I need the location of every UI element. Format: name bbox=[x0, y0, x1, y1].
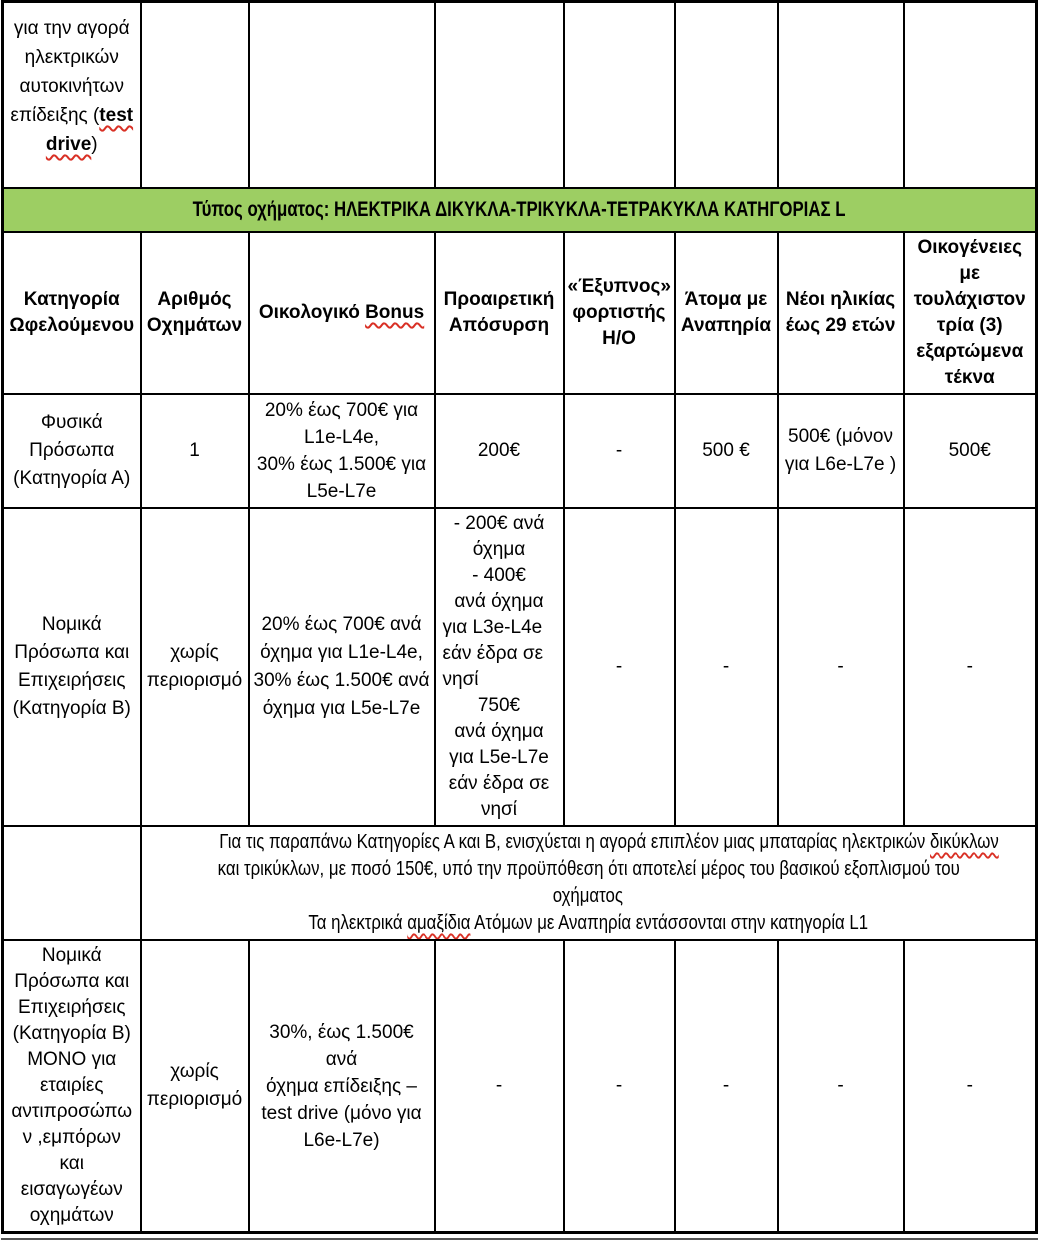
cell-c-charger: - bbox=[564, 940, 675, 1233]
cell-c-youth: - bbox=[778, 940, 904, 1233]
cell-c-disability: - bbox=[675, 940, 778, 1233]
table-row-category-a bbox=[3, 394, 1037, 508]
empty-cell bbox=[141, 2, 249, 189]
cell-c-bonus: 30%, έως 1.500€ ανά όχημα επίδειξης – test drive (μόνο για L6e-L7e) bbox=[249, 940, 435, 1233]
empty-cell bbox=[249, 2, 435, 189]
cell-a-families: 500€ bbox=[904, 394, 1037, 508]
cell-b-families: - bbox=[904, 508, 1037, 826]
cell-b-vehicles: χωρίς περιορισμό bbox=[141, 508, 249, 826]
spellcheck-word: αμαξίδια bbox=[407, 912, 471, 934]
empty-cell bbox=[564, 2, 675, 189]
empty-cell bbox=[778, 2, 904, 189]
cell-continuation-text bbox=[3, 2, 141, 189]
cell-a-vehicles: 1 bbox=[141, 394, 249, 508]
cell-c-scrappage: - bbox=[435, 940, 564, 1233]
spellcheck-word: test bbox=[99, 105, 134, 126]
spellcheck-word: drive bbox=[45, 134, 92, 155]
empty-cell bbox=[3, 826, 141, 940]
column-header-row bbox=[3, 232, 1037, 394]
cell-a-beneficiary: Φυσικά Πρόσωπα (Κατηγορία Α) bbox=[3, 394, 141, 508]
section-title: Τύπος οχήματος: ΗΛΕΚΤΡΙΚΑ ΔΙΚΥΚΛΑ-ΤΡΙΚΥΚΛΑ-ΤΕΤΡΑΚΥΚΛΑ ΚΑΤΗΓΟΡΙΑΣ L bbox=[193, 197, 846, 221]
col-header-scrappage: Προαιρετική Απόσυρση bbox=[435, 232, 564, 394]
cell-a-charger: - bbox=[564, 394, 675, 508]
cell-b-disability: - bbox=[675, 508, 778, 826]
cell-b-charger: - bbox=[564, 508, 675, 826]
next-row-divider bbox=[1, 1234, 1038, 1240]
note-row bbox=[3, 826, 1037, 940]
cell-c-beneficiary: Νομικά Πρόσωπα και Επιχειρήσεις (Κατηγορία Β) ΜΟΝΟ για εταιρίες αντιπροσώπω ν ,εμπόρων και εισαγωγέων οχημάτων bbox=[3, 940, 141, 1233]
cell-b-scrappage: - 200€ ανά όχημα - 400€ ανά όχημα για L3e-L4e εάν έδρα σε νησί 750€ ανά όχημα για L5e-L7e εάν έδρα σε νησί bbox=[435, 508, 564, 826]
table-row-category-b-dealers bbox=[3, 940, 1037, 1233]
cell-a-youth: 500€ (μόνον για L6e-L7e ) bbox=[778, 394, 904, 508]
cell-b-beneficiary: Νομικά Πρόσωπα και Επιχειρήσεις (Κατηγορία Β) bbox=[3, 508, 141, 826]
col-header-vehicles: Αριθμός Οχημάτων bbox=[141, 232, 249, 394]
spellcheck-word: Bonus bbox=[365, 302, 425, 323]
col-header-bonus: Οικολογικό Bonus bbox=[249, 232, 435, 394]
col-header-disability: Άτομα με Αναπηρία bbox=[675, 232, 778, 394]
table-row-category-b bbox=[3, 508, 1037, 826]
col-header-charger: «Έξυπνος» φορτιστής Η/Ο bbox=[564, 232, 675, 394]
col-header-beneficiary: Κατηγορία Ωφελούμενου bbox=[3, 232, 141, 394]
col-header-youth: Νέοι ηλικίας έως 29 ετών bbox=[778, 232, 904, 394]
subsidy-table bbox=[1, 0, 1038, 1234]
cell-b-youth: - bbox=[778, 508, 904, 826]
cell-a-disability: 500 € bbox=[675, 394, 778, 508]
spellcheck-word: δικύκλων bbox=[929, 831, 999, 853]
cell-c-vehicles: χωρίς περιορισμό bbox=[141, 940, 249, 1233]
continuation-row bbox=[3, 2, 1037, 189]
empty-cell bbox=[675, 2, 778, 189]
cell-b-bonus: 20% έως 700€ ανά όχημα για L1e-L4e, 30% έως 1.500€ ανά όχημα για L5e-L7e bbox=[249, 508, 435, 826]
empty-cell bbox=[904, 2, 1037, 189]
cell-c-families: - bbox=[904, 940, 1037, 1233]
note-cell: Για τις παραπάνω Κατηγορίες Α και Β, ενισχύεται η αγορά επιπλέον μιας μπαταρίας ηλεκτρικών δικύκλων και τρικύκλων, με ποσό 150€, υπό την προϋπόθεση ότι αποτελεί μέρος του βασικού εξοπλισμού του οχήματος Τα ηλεκτρικά αμαξίδια Ατόμων με Αναπηρία εντάσσονται στην κατηγορία L1 bbox=[141, 826, 1037, 940]
section-header-cell bbox=[3, 188, 1037, 232]
empty-cell bbox=[435, 2, 564, 189]
section-header-row bbox=[3, 188, 1037, 232]
continuation-paragraph: για την αγορά ηλεκτρικών αυτοκινήτων επίδειξης (test drive) bbox=[10, 18, 134, 155]
col-header-families: Οικογένειες με τουλάχιστον τρία (3) εξαρτώμενα τέκνα bbox=[904, 232, 1037, 394]
cell-a-bonus: 20% έως 700€ για L1e-L4e, 30% έως 1.500€ για L5e-L7e bbox=[249, 394, 435, 508]
cell-a-scrappage: 200€ bbox=[435, 394, 564, 508]
